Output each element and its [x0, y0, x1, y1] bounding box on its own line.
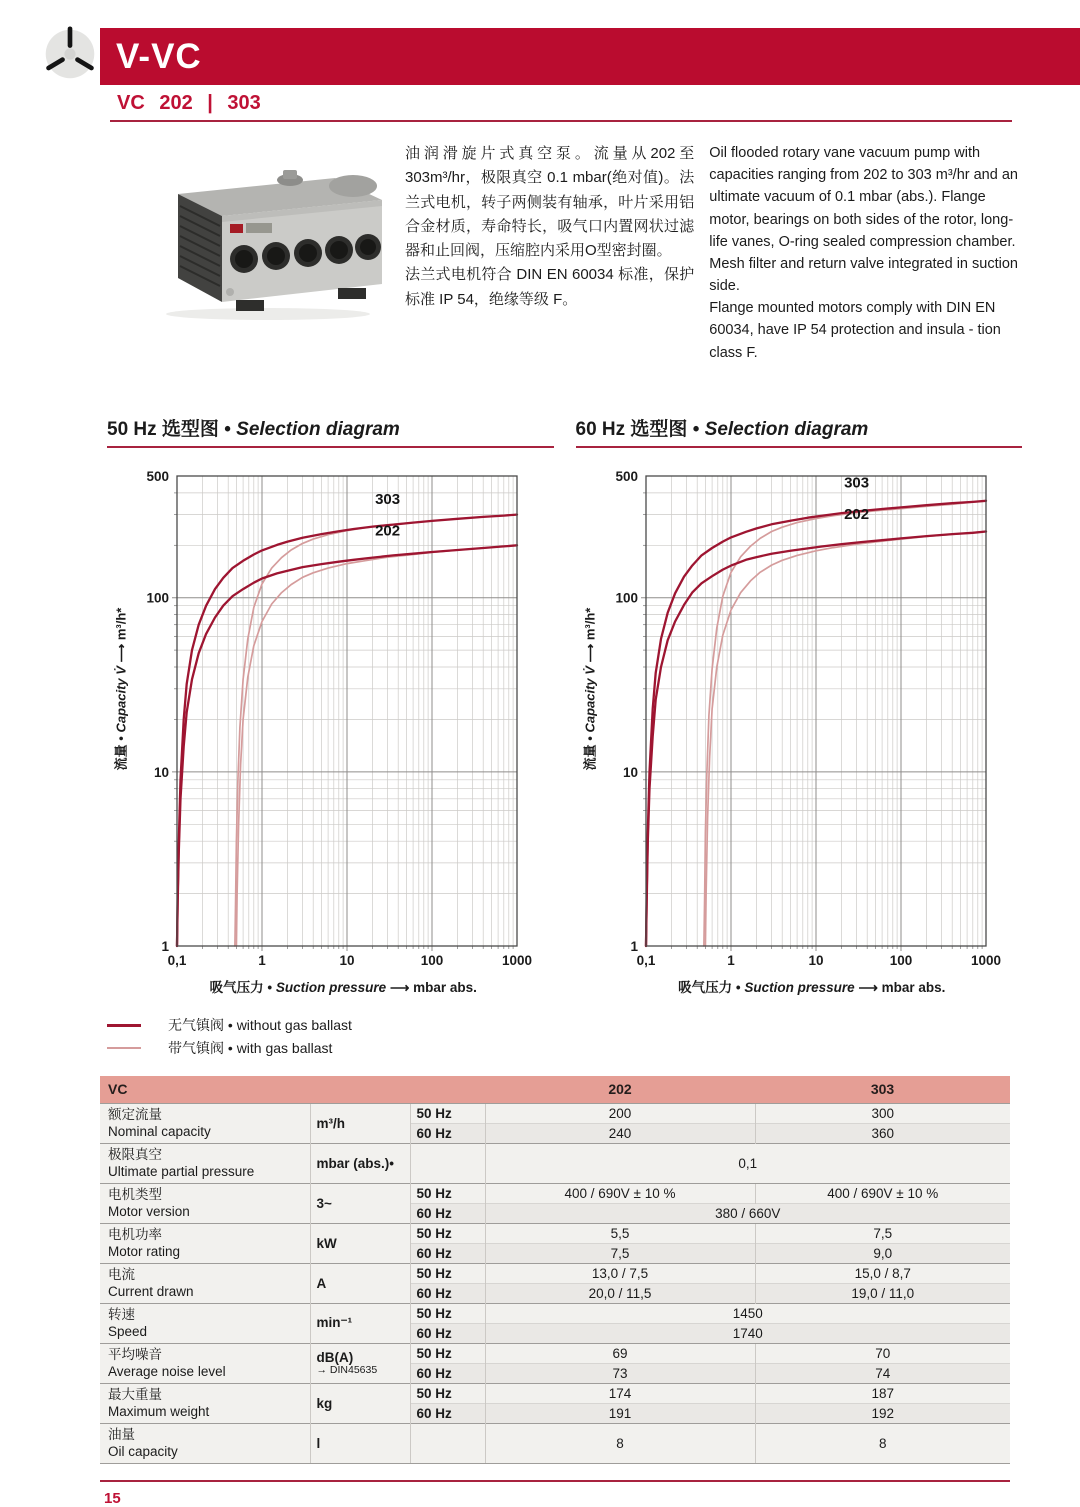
value-cell-202: 8 — [485, 1423, 755, 1463]
legend-item-without-ballast: 无气镇阀 • without gas ballast — [107, 1014, 1080, 1037]
value-cell-202: 13,0 / 7,5 — [485, 1263, 755, 1283]
param-label-cell: 平均噪音 Average noise level — [100, 1343, 310, 1383]
subtitle-rule — [110, 120, 1012, 122]
svg-text:10: 10 — [153, 764, 169, 780]
value-cell-202: 240 — [485, 1123, 755, 1143]
value-cell-303: 7,5 — [755, 1223, 1010, 1243]
value-cell-span: 1740 — [485, 1323, 1010, 1343]
value-cell-303: 19,0 / 11,0 — [755, 1283, 1010, 1303]
description-en-p2: Flange mounted motors comply with DIN EN 60034, have IP 54 protection and insula - tion class F. — [709, 300, 1001, 361]
fan-logo-icon — [42, 26, 98, 82]
svg-text:1: 1 — [161, 938, 169, 954]
svg-text:1: 1 — [629, 938, 638, 954]
page-header — [0, 0, 1080, 122]
value-cell-202: 400 / 690V ± 10 % — [485, 1183, 755, 1203]
description-en — [709, 142, 1022, 364]
frequency-cell: 50 Hz — [410, 1303, 485, 1323]
y-axis-label-60hz: 流量 • Capacity V̇ ⟶ m³/h* — [582, 607, 597, 770]
product-photo — [140, 142, 390, 364]
selection-plot-60hz — [602, 464, 1006, 975]
y-axis-label-50hz: 流量 • Capacity V̇ ⟶ m³/h* — [113, 607, 129, 770]
description-zh — [405, 142, 694, 364]
value-cell-303: 70 — [755, 1343, 1010, 1363]
x-axis-label-50hz: 吸气压力 • Suction pressure ⟶ mbar abs. — [209, 979, 477, 995]
value-cell-span: 1450 — [485, 1303, 1010, 1323]
value-cell-202: 20,0 / 11,5 — [485, 1283, 755, 1303]
value-cell-202: 174 — [485, 1383, 755, 1403]
svg-text:1: 1 — [726, 952, 735, 968]
table-header-202: 202 — [485, 1076, 755, 1104]
table-row — [100, 1223, 1010, 1243]
frequency-cell: 50 Hz — [410, 1263, 485, 1283]
frequency-cell: 60 Hz — [410, 1323, 485, 1343]
value-cell-202: 7,5 — [485, 1243, 755, 1263]
svg-text:10: 10 — [807, 952, 824, 968]
intro-section — [140, 142, 1022, 364]
legend-swatch-pink — [107, 1047, 141, 1049]
value-cell-303: 400 / 690V ± 10 % — [755, 1183, 1010, 1203]
value-cell-202: 191 — [485, 1403, 755, 1423]
spec-table — [100, 1076, 1010, 1464]
frequency-cell: 50 Hz — [410, 1223, 485, 1243]
param-label-cell: 转速 Speed — [100, 1303, 310, 1343]
diagram-50hz-title: 50 Hz 选型图 • Selection diagram — [107, 414, 554, 448]
selection-plot-50hz — [133, 464, 537, 975]
unit-cell: l — [310, 1423, 410, 1463]
value-cell-303: 9,0 — [755, 1243, 1010, 1263]
description-zh-p2: 法兰式电机符合 DIN EN 60034 标准，保护标准 IP 54，绝缘等级 F。 — [405, 266, 695, 308]
svg-text:0,1: 0,1 — [636, 952, 655, 968]
table-header-vc: VC — [100, 1076, 485, 1104]
value-cell-202: 5,5 — [485, 1223, 755, 1243]
value-cell-303: 300 — [755, 1103, 1010, 1123]
unit-cell: min⁻¹ — [310, 1303, 410, 1343]
unit-cell: A — [310, 1263, 410, 1303]
svg-text:1000: 1000 — [970, 952, 1001, 968]
value-cell-span: 0,1 — [485, 1143, 1010, 1183]
svg-text:303: 303 — [843, 474, 869, 492]
unit-cell: kW — [310, 1223, 410, 1263]
svg-text:100: 100 — [146, 590, 169, 606]
value-cell-303: 15,0 / 8,7 — [755, 1263, 1010, 1283]
value-cell-202: 69 — [485, 1343, 755, 1363]
value-cell-202: 73 — [485, 1363, 755, 1383]
table-header-303: 303 — [755, 1076, 1010, 1104]
unit-cell: kg — [310, 1383, 410, 1423]
frequency-cell: 50 Hz — [410, 1183, 485, 1203]
value-cell-303: 74 — [755, 1363, 1010, 1383]
value-cell-303: 192 — [755, 1403, 1010, 1423]
svg-text:100: 100 — [614, 590, 638, 606]
value-cell-303: 187 — [755, 1383, 1010, 1403]
svg-text:500: 500 — [614, 468, 638, 484]
table-row — [100, 1343, 1010, 1363]
svg-text:202: 202 — [843, 505, 869, 523]
description-zh-p1: 油润滑旋片式真空泵。流量从202至303m³/hr，极限真空 0.1 mbar(绝对值)。法兰式电机，转子两侧装有轴承，叶片采用铝合金材质，寿命特长，吸气口内置网状过滤器和止回阀，压缩腔内采用O型密封圈。 — [405, 145, 695, 260]
frequency-cell: 60 Hz — [410, 1403, 485, 1423]
svg-text:1000: 1000 — [501, 952, 533, 968]
diagram-50hz — [107, 414, 554, 996]
model-subtitle: VC 202 | 303 — [117, 92, 261, 114]
table-row — [100, 1183, 1010, 1203]
frequency-cell — [410, 1423, 485, 1463]
value-cell-202: 200 — [485, 1103, 755, 1123]
diagram-60hz-title: 60 Hz 选型图 • Selection diagram — [576, 414, 1023, 448]
frequency-cell: 60 Hz — [410, 1363, 485, 1383]
frequency-cell: 60 Hz — [410, 1243, 485, 1263]
param-label-cell: 电机功率 Motor rating — [100, 1223, 310, 1263]
unit-cell: 3~ — [310, 1183, 410, 1223]
svg-text:303: 303 — [375, 490, 401, 508]
svg-text:202: 202 — [375, 522, 401, 540]
svg-text:10: 10 — [622, 764, 638, 780]
svg-text:1: 1 — [258, 952, 266, 968]
description-en-p1: Oil flooded rotary vane vacuum pump with capacities ranging from 202 to 303 m³/hr and an ultimate vacuum of 0.1 mbar (abs.). Flange motor, bearings on both sides of the rotor, long-life vanes, O-ring sealed compression chamber. Mesh filter and return valve integrated in suction side. — [709, 145, 1018, 295]
frequency-cell: 60 Hz — [410, 1203, 485, 1223]
param-label-cell: 极限真空 Ultimate partial pressure — [100, 1143, 310, 1183]
legend-item-with-ballast: 带气镇阀 • with gas ballast — [107, 1037, 1080, 1060]
param-label-cell: 电机类型 Motor version — [100, 1183, 310, 1223]
table-row — [100, 1303, 1010, 1323]
table-row — [100, 1423, 1010, 1463]
legend-swatch-dark — [107, 1024, 141, 1027]
svg-text:100: 100 — [889, 952, 912, 968]
param-label-cell: 油量 Oil capacity — [100, 1423, 310, 1463]
table-row — [100, 1103, 1010, 1123]
frequency-cell: 60 Hz — [410, 1123, 485, 1143]
spec-table-section — [100, 1076, 1010, 1464]
unit-cell: dB(A) → DIN45635 — [310, 1343, 410, 1383]
table-row — [100, 1263, 1010, 1283]
frequency-cell: 50 Hz — [410, 1343, 485, 1363]
title-banner — [100, 28, 1080, 85]
svg-text:0,1: 0,1 — [167, 952, 187, 968]
value-cell-303: 8 — [755, 1423, 1010, 1463]
svg-text:100: 100 — [420, 952, 444, 968]
value-cell-303: 360 — [755, 1123, 1010, 1143]
param-label-cell: 最大重量 Maximum weight — [100, 1383, 310, 1423]
x-axis-label-60hz: 吸气压力 • Suction pressure ⟶ mbar abs. — [678, 979, 946, 995]
unit-cell: mbar (abs.)• — [310, 1143, 410, 1183]
series-title: V-VC — [116, 36, 202, 76]
footer-rule — [100, 1480, 1010, 1482]
table-row — [100, 1383, 1010, 1403]
selection-diagrams — [107, 414, 1022, 996]
spec-table-body — [100, 1103, 1010, 1463]
param-label-cell: 额定流量 Nominal capacity — [100, 1103, 310, 1143]
value-cell-span: 380 / 660V — [485, 1203, 1010, 1223]
page-number: 15 — [104, 1489, 121, 1507]
frequency-cell: 50 Hz — [410, 1103, 485, 1123]
curve-legend — [107, 1014, 1080, 1060]
frequency-cell — [410, 1143, 485, 1183]
svg-text:500: 500 — [146, 468, 169, 484]
param-label-cell: 电流 Current drawn — [100, 1263, 310, 1303]
frequency-cell: 50 Hz — [410, 1383, 485, 1403]
diagram-60hz — [576, 414, 1023, 996]
frequency-cell: 60 Hz — [410, 1283, 485, 1303]
svg-text:10: 10 — [339, 952, 355, 968]
unit-cell: m³/h — [310, 1103, 410, 1143]
spec-table-header-row — [100, 1076, 1010, 1104]
table-row — [100, 1143, 1010, 1183]
